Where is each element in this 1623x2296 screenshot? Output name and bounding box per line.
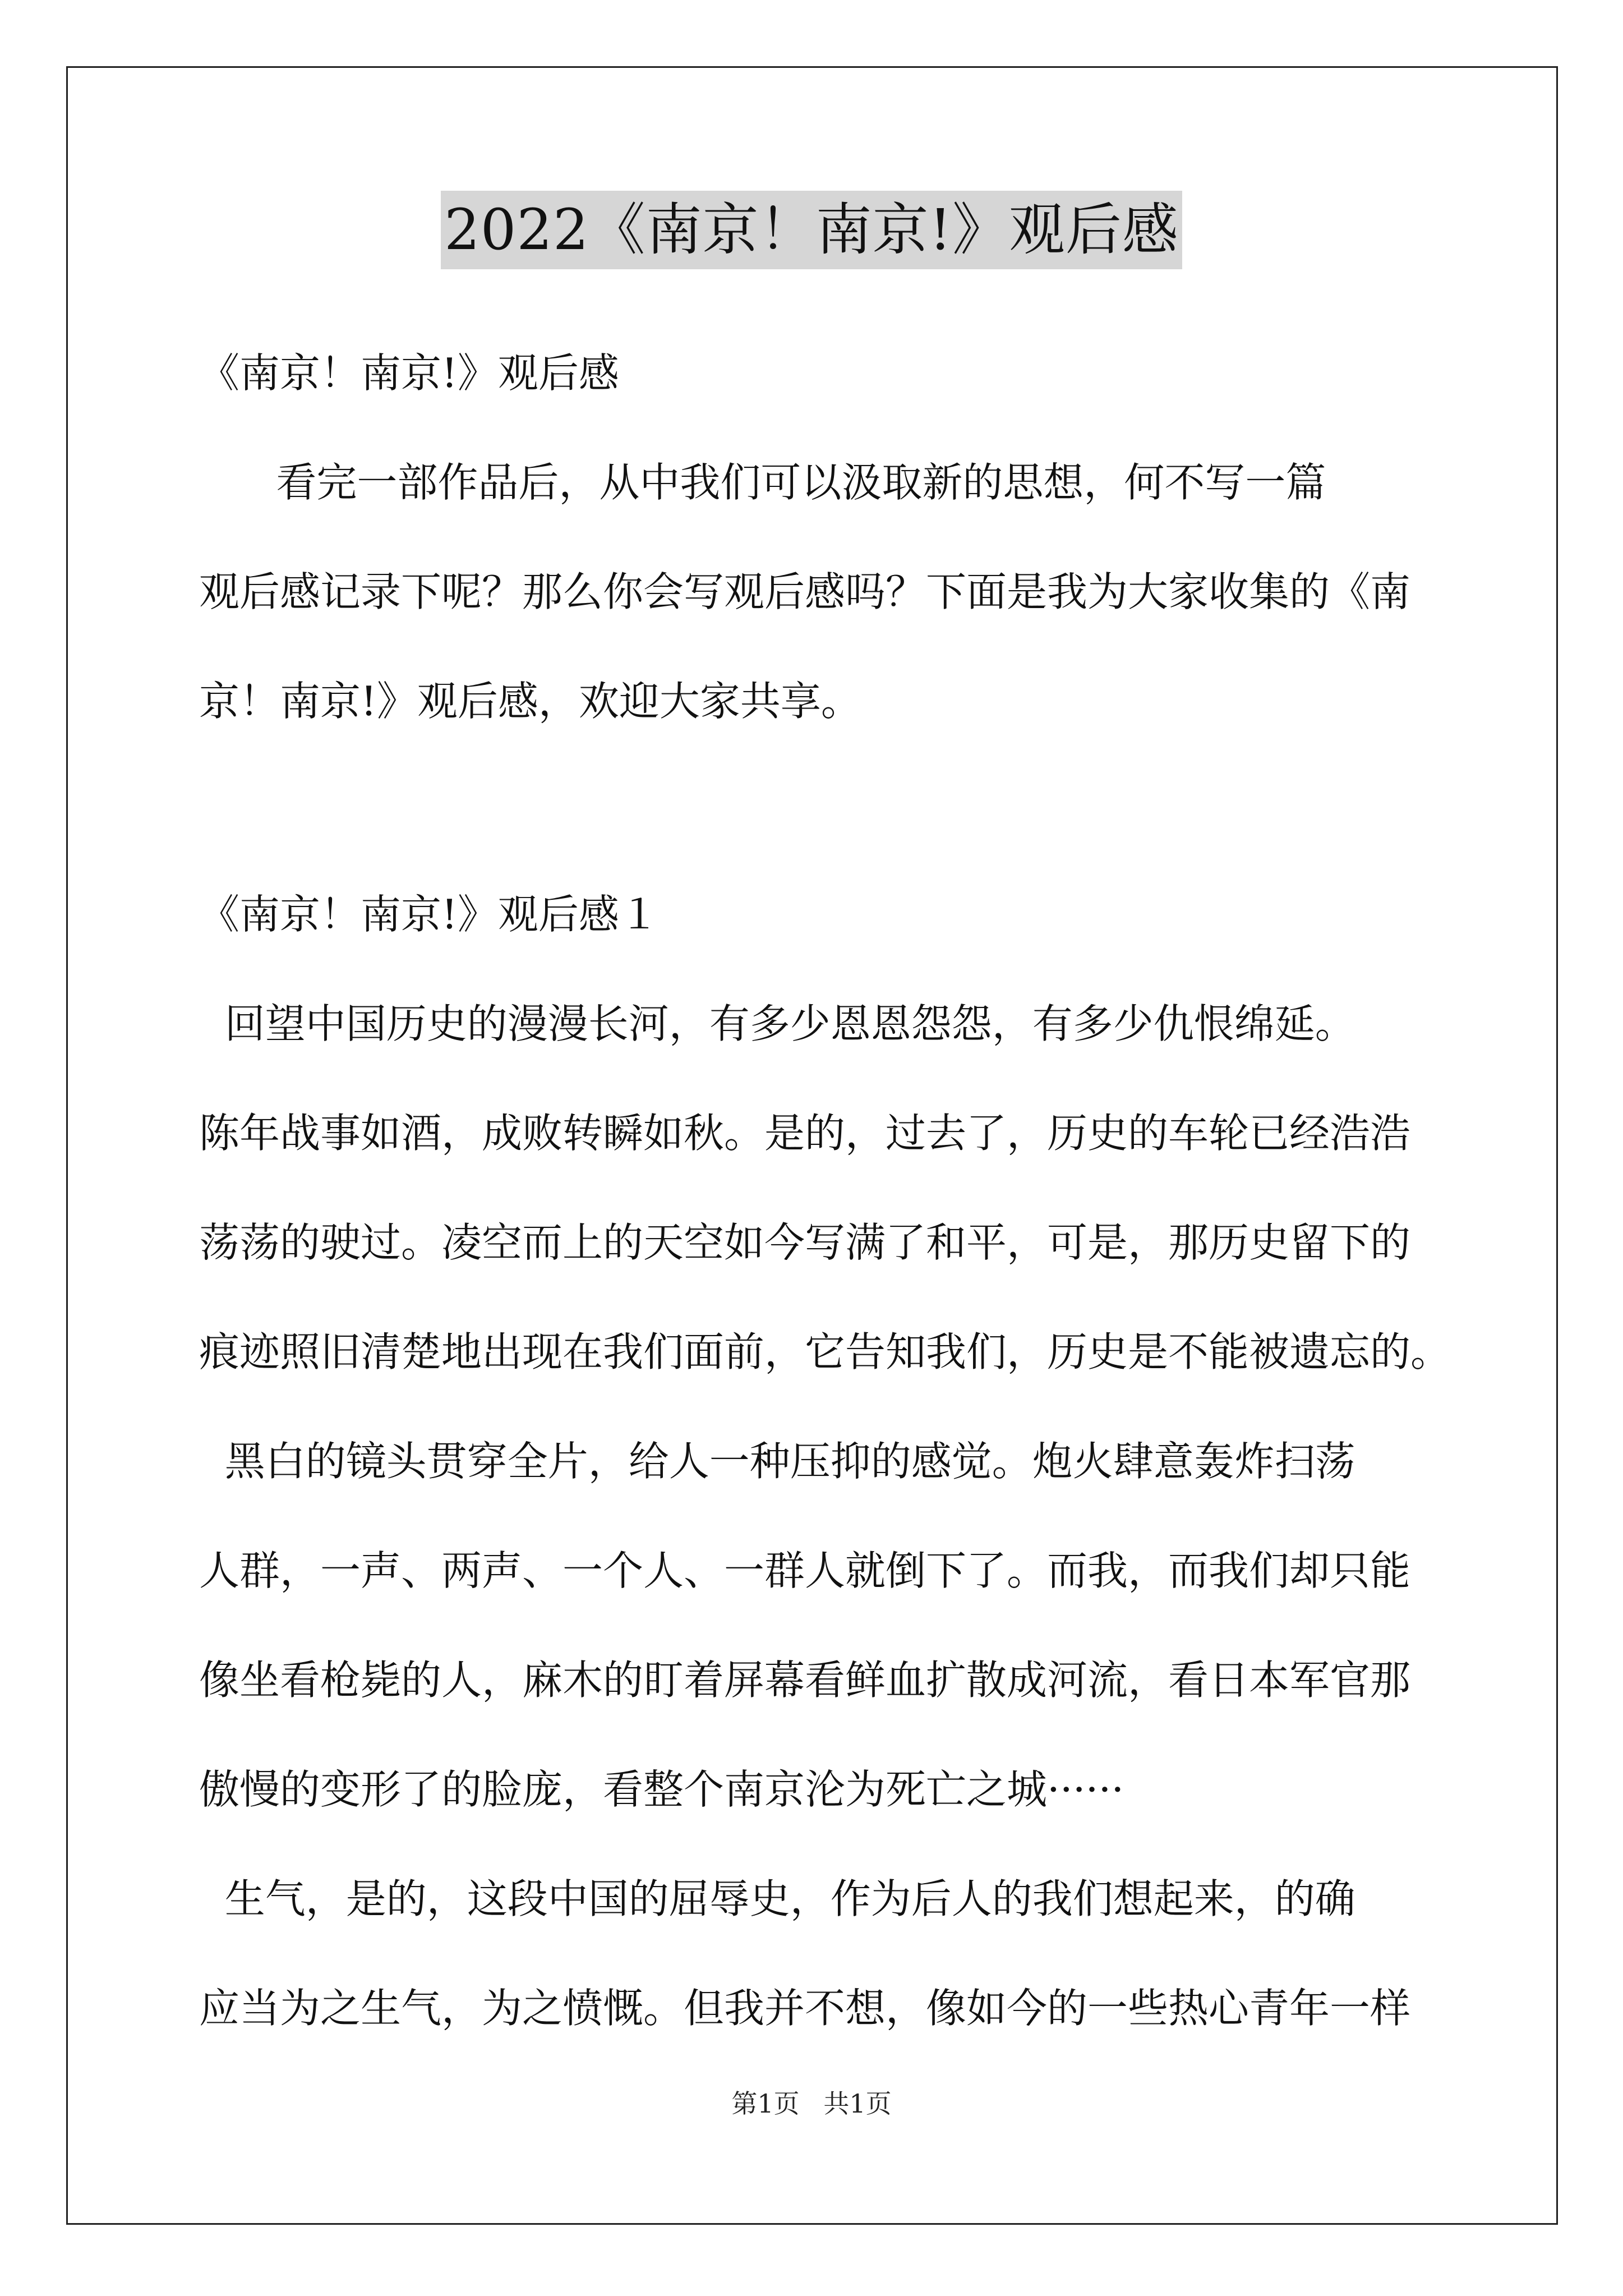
paragraph-line: 荡荡的驶过。凌空而上的天空如今写满了和平，可是，那历史留下的 (199, 1219, 1411, 1266)
paragraph-line: 京！南京!》观后感，欢迎大家共享。 (199, 678, 861, 725)
page-total: 共1页 (823, 2088, 892, 2119)
paragraph-line: 傲慢的变形了的脸庞，看整个南京沦为死亡之城······ (199, 1766, 1124, 1813)
paragraph-line: 黑白的镜头贯穿全片，给人一种压抑的感觉。炮火肆意轰炸扫荡 (199, 1438, 1355, 1485)
page-number: 第1页 (731, 2088, 800, 2119)
page-footer (0, 2087, 1623, 2120)
section-heading: 《南京！南京!》观后感１ (199, 891, 660, 938)
paragraph-line: 看完一部作品后，从中我们可以汲取新的思想，何不写一篇 (199, 459, 1326, 506)
paragraph-line: 像坐看枪毙的人，麻木的盯着屏幕看鲜血扩散成河流，看日本军官那 (199, 1657, 1411, 1704)
paragraph-line: 回望中国历史的漫漫长河，有多少恩恩怨怨，有多少仇恨绵延。 (199, 1000, 1355, 1047)
paragraph-line: 痕迹照旧清楚地出现在我们面前，它告知我们，历史是不能被遗忘的。 (199, 1328, 1451, 1375)
paragraph-line: 陈年战事如酒，成败转瞬如秋。是的，过去了，历史的车轮已经浩浩 (199, 1110, 1411, 1157)
paragraph-line: 生气，是的，这段中国的屈辱史，作为后人的我们想起来，的确 (199, 1875, 1355, 1922)
title-container (0, 191, 1623, 269)
paragraph-line: 观后感记录下呢？那么你会写观后感吗？下面是我为大家收集的《南 (199, 568, 1411, 615)
document-subtitle: 《南京！南京!》观后感 (199, 349, 619, 397)
paragraph-line: 应当为之生气，为之愤慨。但我并不想，像如今的一些热心青年一样 (199, 1985, 1411, 2032)
paragraph-line: 人群，一声、两声、一个人、一群人就倒下了。而我，而我们却只能 (199, 1547, 1411, 1594)
document-title: 2022《南京！南京!》观后感 (441, 191, 1182, 269)
